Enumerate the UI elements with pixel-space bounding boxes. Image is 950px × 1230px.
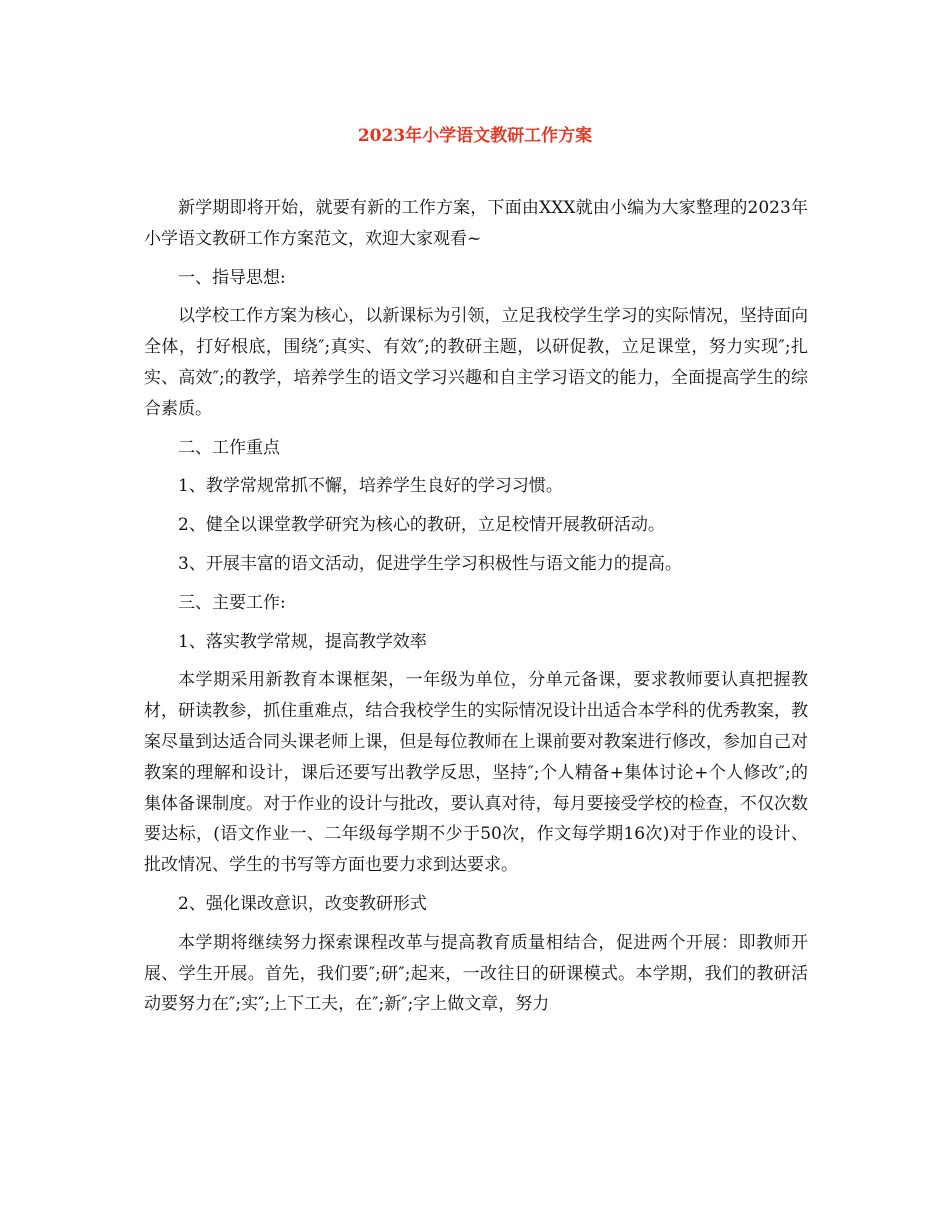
- teaching-routine-paragraph: 本学期采用新教育本课框架，一年级为单位，分单元备课，要求教师要认真把握教材，研读教参，抓住重难点，结合我校学生的实际情况设计出适合本学科的优秀教案，教案尽量到达适合同头课老师上课，但是每位教师在上课前要对教案进行修改，参加自己对教案的理解和设计，课后还要写出教学反思，坚持″;个人精备+集体讨论+个人修改″;的集体备课制度。对于作业的设计与批改，要认真对待，每月要接受学校的检查，不仅次数要达标，(语文作业一、二年级每学期不少于50次，作文每学期16次)对于作业的设计、批改情况、学生的书写等方面也要力求到达要求。: [144, 670, 808, 876]
- guiding-ideology-paragraph: 以学校工作方案为核心，以新课标为引领，立足我校学生学习的实际情况，坚持面向全体，打好根底，围绕″;真实、有效″;的教研主题，以研促教，立足课堂，努力实现″;扎实、高效″;的教学，培养学生的语文学习兴趣和自主学习语文的能力，全面提高学生的综合素质。: [144, 306, 808, 419]
- section-heading-guiding-ideology: 一、指导思想:: [178, 267, 286, 288]
- work-focus-item: 3、开展丰富的语文活动，促进学生学习积极性与语文能力的提高。: [178, 553, 682, 574]
- subsection-heading-teaching-routine: 1、落实教学常规，提高教学效率: [178, 631, 427, 652]
- document-body: [144, 193, 808, 1020]
- curriculum-reform-paragraph: 本学期将继续努力探索课程改革与提高教育质量相结合，促进两个开展：即教师开展、学生开展。首先，我们要″;研″;起来，一改往日的研课模式。本学期，我们的教研活动要努力在″;实″;上下工夫，在″;新″;字上做文章，努力: [144, 932, 808, 1015]
- subsection-heading-curriculum-reform: 2、强化课改意识，改变教研形式: [178, 893, 427, 914]
- work-focus-item: 1、教学常规常抓不懈，培养学生良好的学习习惯。: [178, 476, 563, 497]
- intro-paragraph: 新学期即将开始，就要有新的工作方案，下面由XXX就由小编为大家整理的2023年小学语文教研工作方案范文，欢迎大家观看~: [144, 198, 808, 249]
- work-focus-item: 2、健全以课堂教学研究为核心的教研，立足校情开展教研活动。: [178, 515, 665, 536]
- document-title: 2023年小学语文教研工作方案: [357, 126, 593, 146]
- section-heading-main-work: 三、主要工作:: [178, 592, 286, 613]
- section-heading-work-focus: 二、工作重点: [178, 437, 280, 458]
